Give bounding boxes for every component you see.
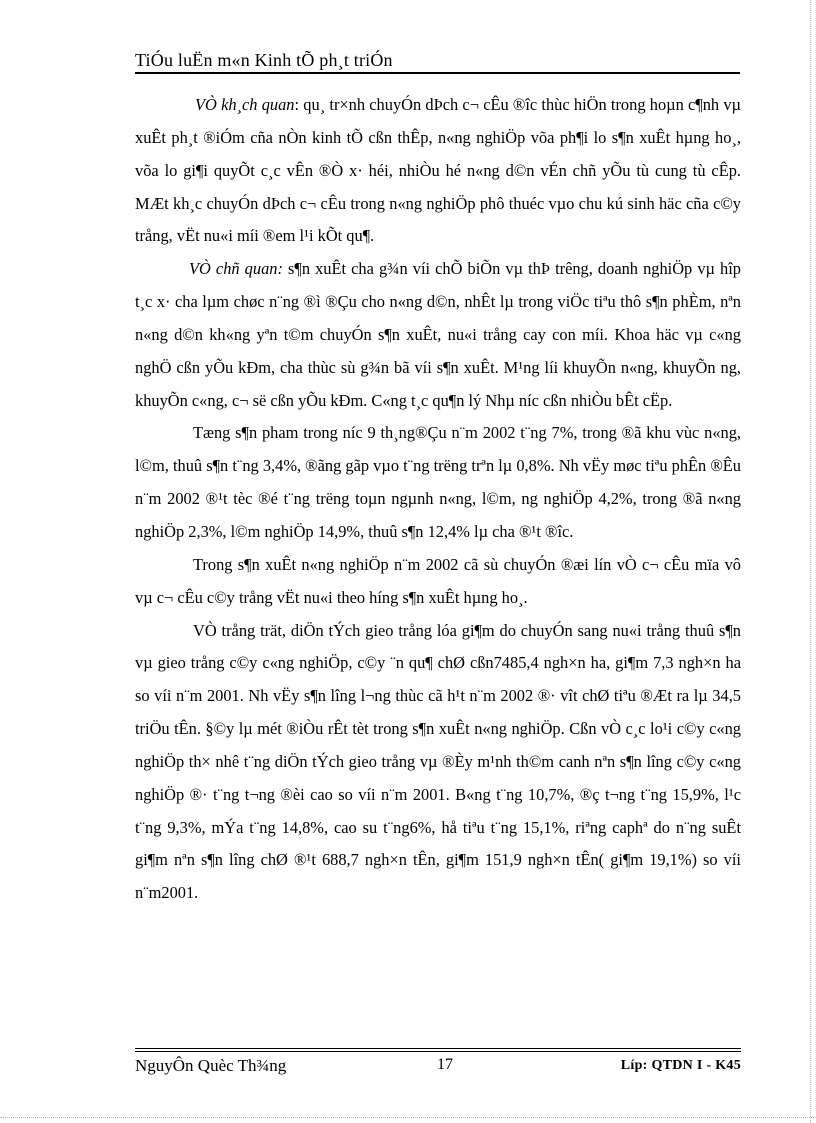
paragraph-agriculture-2002 (135, 549, 741, 615)
page-header (135, 50, 740, 74)
paragraph-subjective (135, 253, 741, 417)
page-edge-right (810, 0, 811, 1123)
paragraph-text: Tæng s¶n pham trong níc 9 th¸ng®Çu n¨m 2002 t¨ng 7%, trong ®ã khu vùc n«ng, l©m, thuû s¶n t¨ng 3,4%, ®ãng gãp vµo t¨ng trëng trªn lµ 0,8%. Nh vËy møc tiªu phÊn ®Êu n¨m 2002 ®¹t tèc ®é t¨ng trëng toµn ngµnh n«ng, l©m, ng nghiÖp 4,2%, trong ®ã n«ng nghiÖp 2,3%, l©m nghiÖp 14,9%, thuû s¶n 12,4% lµ cha ®¹t ®îc. (135, 423, 741, 541)
paragraph-lead: VÒ kh¸ch quan (195, 95, 295, 114)
header-title: TiÓu luËn m«n Kinh tÕ ph¸t triÓn (135, 50, 393, 70)
paragraph-text: Trong s¶n xuÊt n«ng nghiÖp n¨m 2002 cã sù chuyÓn ®æi lín vÒ c¬ cÊu mïa vô vµ c¬ cÊu c©y trång vËt nu«i theo híng s¶n xuÊt hµng ho¸. (135, 554, 741, 607)
paragraph-gdp (135, 417, 741, 548)
document-body (135, 89, 741, 910)
page-number: 17 (437, 1056, 453, 1073)
page-edge-bottom (0, 1117, 816, 1118)
paragraph-cultivation (135, 615, 741, 911)
footer-rule (135, 1048, 741, 1049)
paragraph-objective (135, 89, 741, 253)
header-rule (135, 72, 740, 74)
footer-author: NguyÔn Quèc Th¾ng (135, 1056, 287, 1075)
paragraph-lead: VÒ chñ quan: (189, 259, 283, 279)
paragraph-text: VÒ trång trät, diÖn tÝch gieo trång lóa gi¶m do chuyÓn sang nu«i trång thuû s¶n vµ gieo trång c©y c«ng nghiÖp, c©y ¨n qu¶ chØ cßn7485,4 ngh×n ha, gi¶m 7,3 ngh×n ha so víi n¨m 2001. Nh vËy s¶n lîng l¬ng thùc cã h¹t n¨m 2002 ®· vît chØ tiªu ®Æt ra lµ 34,5 triÖu tÊn. §©y lµ mét ®iÒu rÊt tèt trong s¶n xuÊt n«ng nghiÖp. Cßn vÒ c¸c lo¹i c©y c«ng nghiÖp th× nhê t¨ng diÖn tÝch gieo trång vµ ®Èy m¹nh th©m canh nªn s¶n lîng c©y c«ng nghiÖp ®· t¨ng t¬ng ®èi cao so víi n¨m 2001. B«ng t¨ng 10,7%, ®ç t¬ng t¨ng 15,9%, l¹c t¨ng 9,3%, mÝa t¨ng 14,8%, cao su t¨ng6%, hå tiªu t¨ng 15,1%, riªng caphª do n¨ng suÊt gi¶m nªn s¶n lîng chØ ®¹t 688,7 ngh×n tÊn, gi¶m 151,9 ngh×n tÊn( gi¶m 19,1%) so víi n¨m2001. (135, 620, 741, 903)
footer-class: Líp: QTDN I - K45 (620, 1058, 741, 1073)
page-footer (135, 1048, 741, 1078)
footer-rule (135, 1051, 741, 1052)
paragraph-text: : qu¸ tr×nh chuyÓn dÞch c¬ cÊu ®îc thùc hiÖn trong hoµn c¶nh vµ xuÊt ph¸t ®iÓm cña nÒn kinh tÕ cßn thÊp, n«ng nghiÖp võa ph¶i lo s¶n xuÊt hµng ho¸, võa lo gi¶i quyÕt c¸c vÊn ®Ò x· héi, nhiÒu hé n«ng d©n vÉn chñ yÕu tù cung tù cÊp. MÆt kh¸c chuyÓn dÞch c¬ cÊu trong n«ng nghiÖp phô thuéc vµo chu kú sinh häc cña c©y trång, vËt nu«i míi ®em l¹i kÕt qu¶. (135, 95, 741, 246)
paragraph-text: s¶n xuÊt cha g¾n víi chÕ biÕn vµ thÞ trêng, doanh nghiÖp vµ hîp t¸c x· cha lµm chøc n¨ng ®ì ®Çu cho n«ng d©n, nhÊt lµ trong viÖc tiªu thô s¶n phÈm, nªn n«ng d©n kh«ng yªn t©m chuyÓn s¶n xuÊt, nu«i trång cay con míi. Khoa häc vµ c«ng nghÖ cßn yÕu kÐm, cha thùc sù g¾n bã víi s¶n xuÊt. M¹ng líi khuyÕn n«ng, khuyÕn ng, khuyÕn c«ng, c¬ së cßn yÕu kÐm. C«ng t¸c qu¶n lý Nhµ níc cßn nhiÒu bÊt cËp. (135, 259, 741, 410)
